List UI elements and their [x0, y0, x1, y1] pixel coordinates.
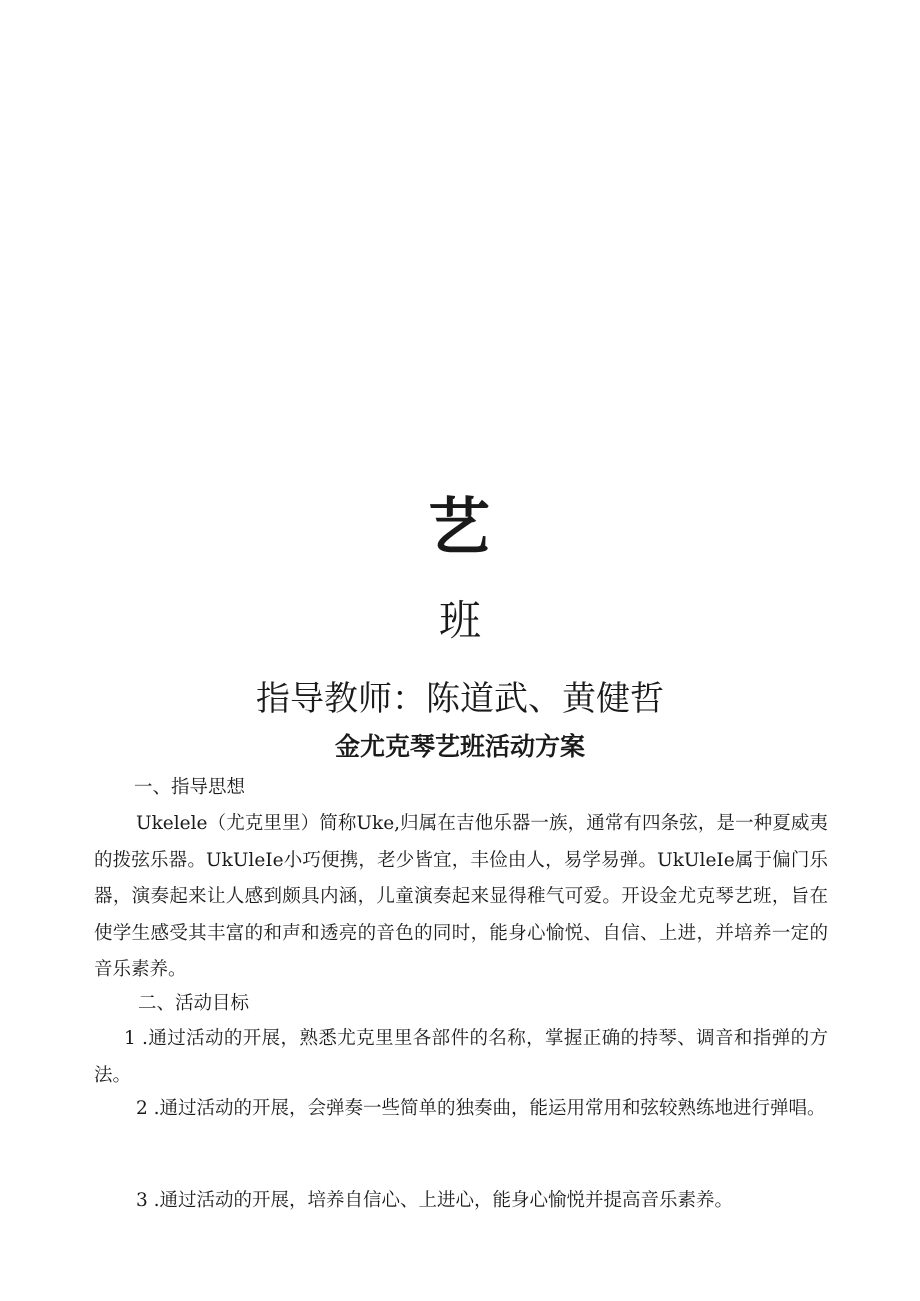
section-heading-guiding-idea: 一、指导思想	[134, 777, 246, 798]
instructor-line: 指导教师：陈道武、黄健哲	[256, 679, 664, 719]
goal-item-3: 3 .通过活动的开展，培养自信心、上进心，能身心愉悦并提高音乐素养。	[136, 1190, 734, 1211]
goal-item-2: 2 .通过活动的开展，会弹奏一些简单的独奏曲，能运用常用和弦较熟练地进行弹唱。	[136, 1098, 826, 1119]
document-title: 金尤克琴艺班活动方案	[334, 732, 585, 761]
section-paragraph-guiding-idea: Ukelele（尤克里里）简称Uke,归属在吉他乐器一族，通常有四条弦，是一种夏威夷的拨弦乐器。UkUleIe小巧便携，老少皆宜，丰俭由人，易学易弹。UkUleIe属于偏门乐器，演奏起来让人感到颇具内涵，儿童演奏起来显得稚气可爱。开设金尤克琴艺班，旨在使学生感受其丰富的和声和透亮的音色的同时，能身心愉悦、自信、上进，并培养一定的音乐素养。	[94, 813, 828, 980]
cover-character-yi: 艺	[427, 490, 492, 563]
cover-character-ban: 班	[438, 596, 481, 645]
goal-item-1: 1 .通过活动的开展，熟悉尤克里里各部件的名称，掌握正确的持琴、调音和指弹的方法。	[94, 1028, 828, 1086]
section-heading-activity-goals: 二、活动目标	[138, 993, 250, 1014]
